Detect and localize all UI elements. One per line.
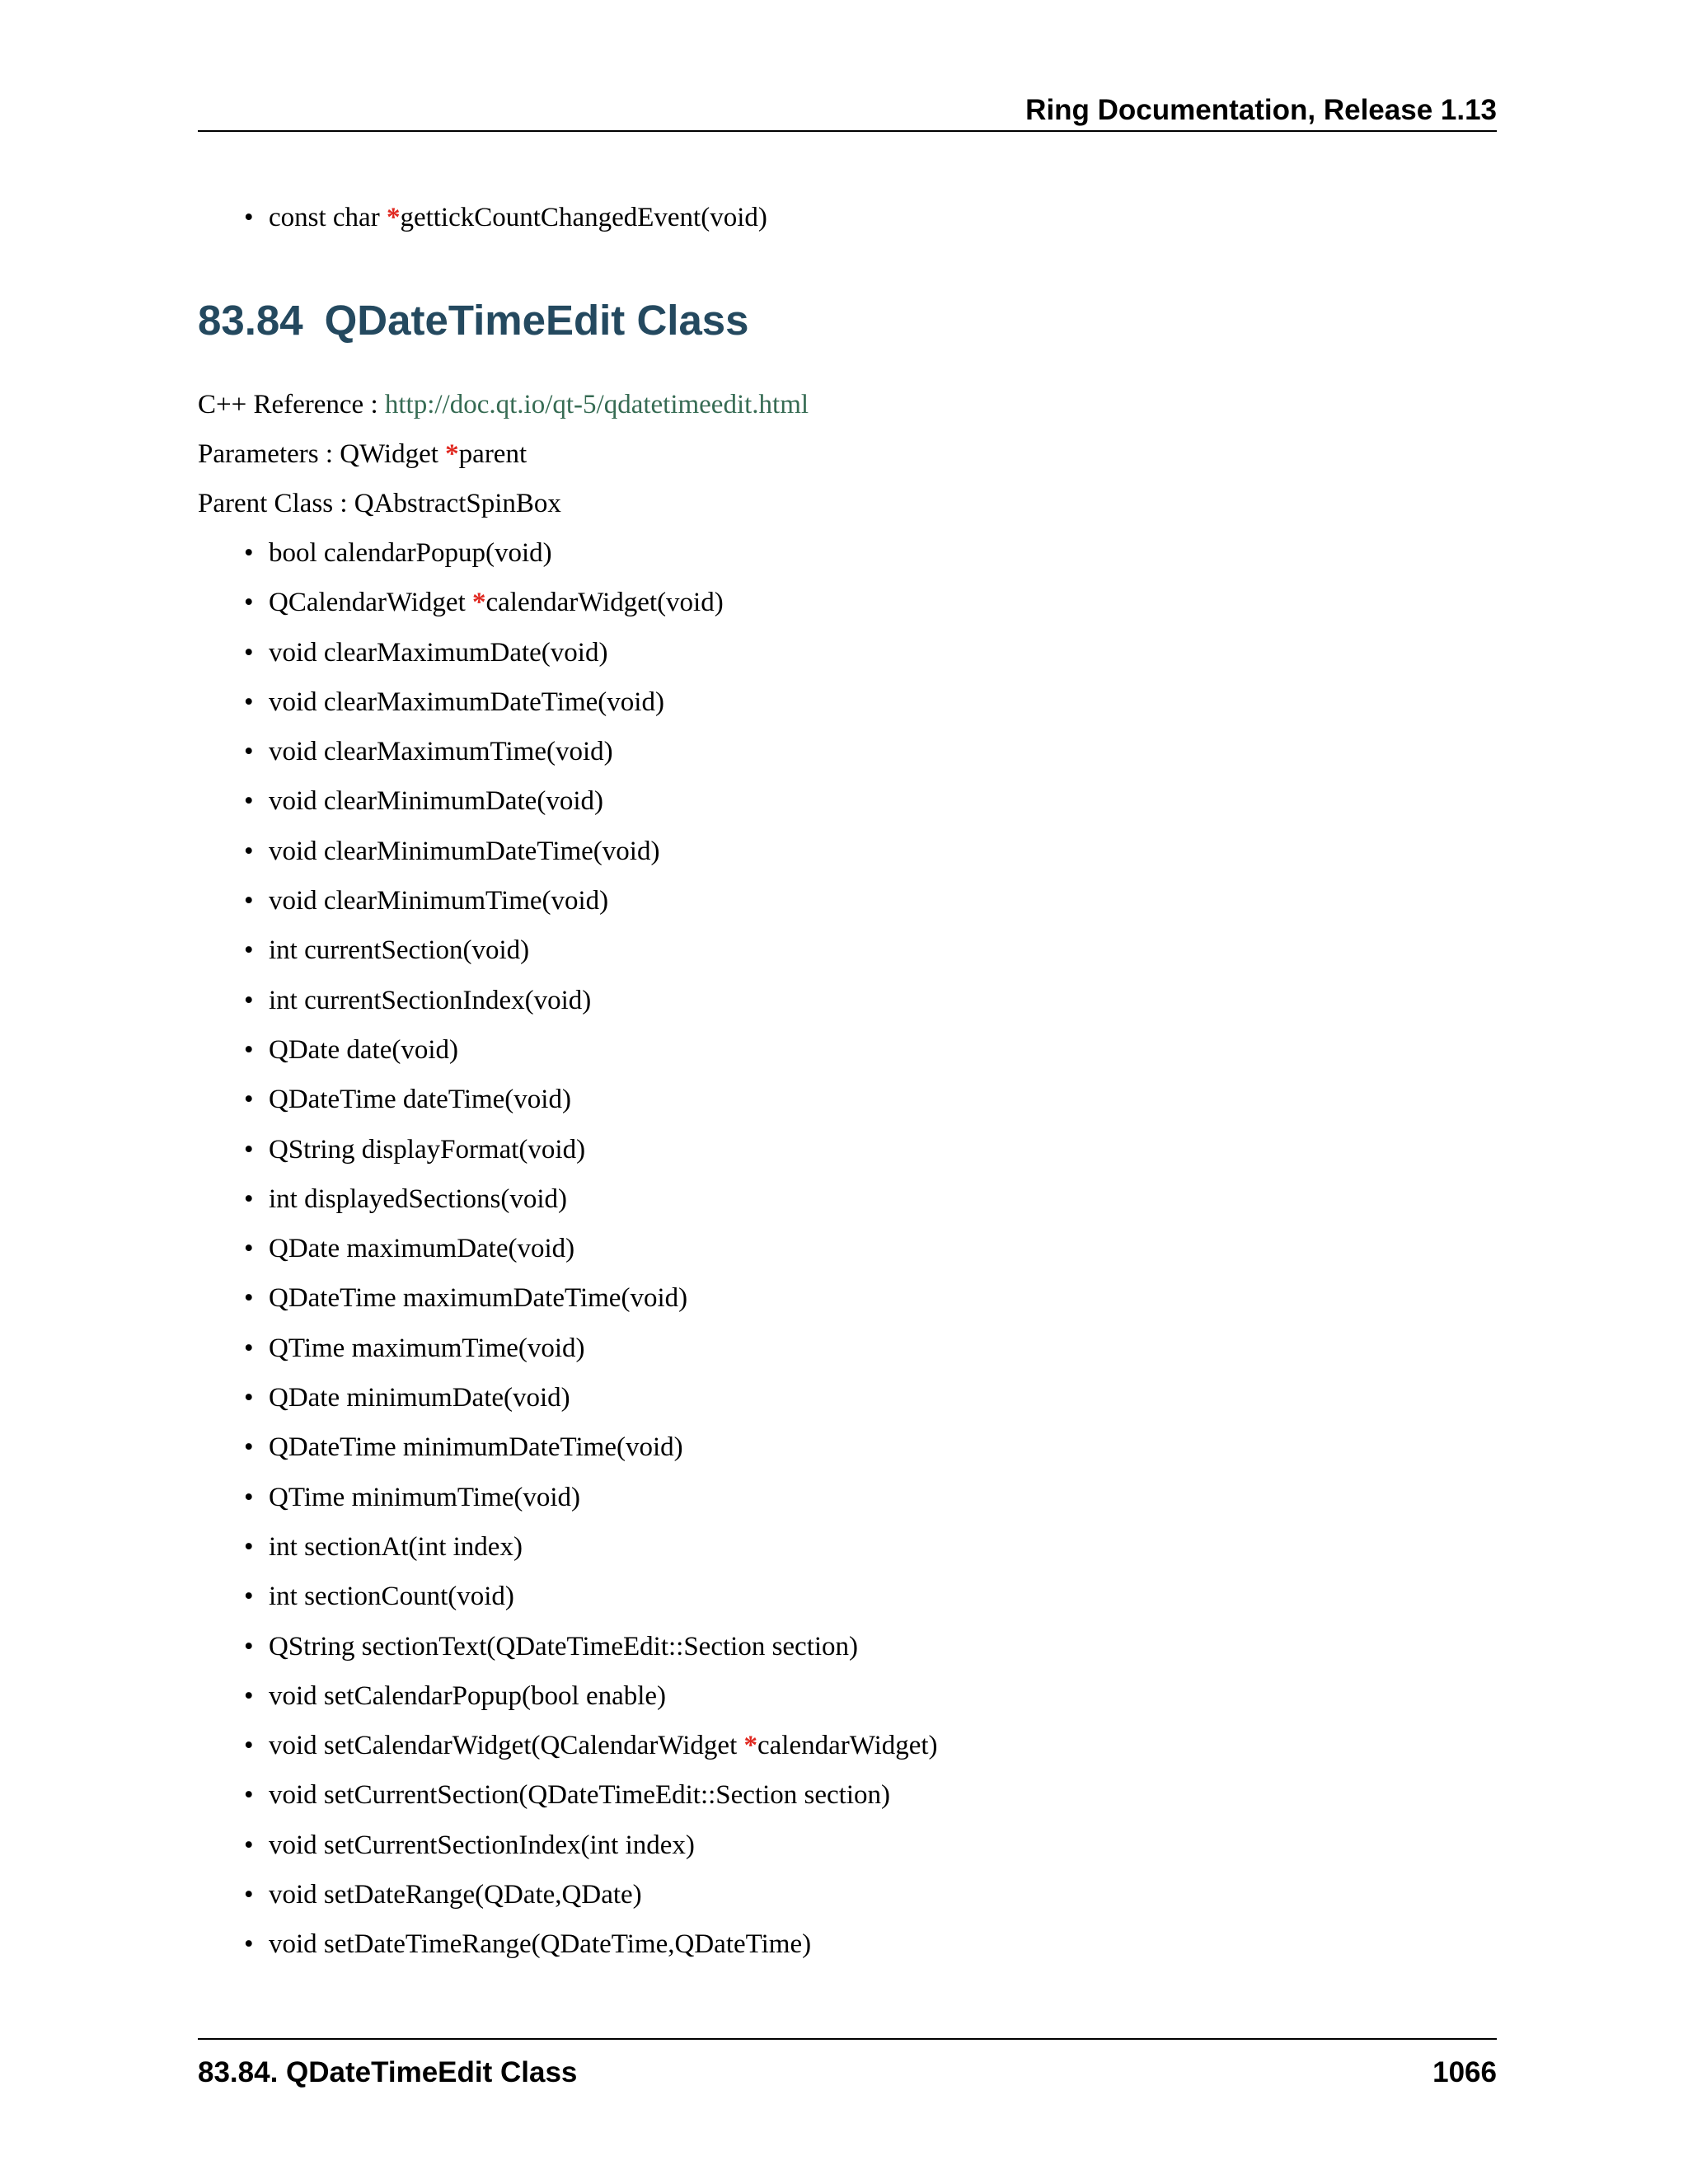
method-text-pre: QDate minimumDate(void) (269, 1383, 570, 1413)
method-text-pre: void clearMinimumTime(void) (269, 886, 609, 916)
method-text-pre: void clearMaximumTime(void) (269, 737, 613, 767)
bullet-icon: • (244, 1482, 254, 1512)
method-text-pre: QDateTime dateTime(void) (269, 1085, 571, 1115)
method-text-pre: void clearMinimumDateTime(void) (269, 836, 660, 866)
parameters-label: Parameters : QWidget (198, 439, 446, 469)
method-text-pre: QDateTime maximumDateTime(void) (269, 1283, 688, 1314)
cpp-reference-link[interactable]: http://doc.qt.io/qt-5/qdatetimeedit.html (384, 390, 809, 419)
method-text-pre: int displayedSections(void) (269, 1183, 568, 1214)
method-text-pre: QDate date(void) (269, 1034, 458, 1065)
bullet-icon: • (244, 1830, 254, 1860)
bullet-icon: • (244, 538, 254, 568)
bullet-icon: • (244, 1929, 254, 1960)
list-item (241, 1924, 938, 1974)
list-item (241, 198, 767, 247)
bullet-icon: • (244, 1731, 254, 1761)
bullet-icon: • (244, 985, 254, 1015)
pointer-star: * (743, 1731, 757, 1761)
page-header (198, 92, 1497, 132)
method-text-pre: void clearMinimumDate(void) (269, 786, 603, 817)
list-item (241, 633, 938, 682)
list-item (241, 1427, 938, 1477)
list-item (241, 1627, 938, 1676)
list-item (241, 781, 938, 831)
page-number: 1066 (1432, 2056, 1497, 2088)
method-text-pre: void setCalendarWidget(QCalendarWidget (269, 1731, 744, 1761)
pointer-star: * (445, 439, 459, 469)
list-item (241, 1726, 938, 1775)
previous-method-list (241, 198, 767, 247)
method-text-pre: QDateTime minimumDateTime(void) (269, 1432, 683, 1463)
bullet-icon: • (244, 1283, 254, 1314)
list-item (241, 1378, 938, 1427)
bullet-icon: • (244, 1680, 254, 1711)
bullet-icon: • (244, 1134, 254, 1165)
method-text-pre: void setDateRange(QDate,QDate) (269, 1880, 642, 1910)
list-item (241, 1080, 938, 1129)
list-item (241, 1527, 938, 1577)
page-footer (198, 2038, 1497, 2089)
method-list (241, 533, 938, 1975)
list-item (241, 1030, 938, 1080)
method-text-post: calendarWidget) (757, 1731, 938, 1761)
list-item (241, 1329, 938, 1378)
bullet-icon: • (244, 1432, 254, 1463)
list-item (241, 1775, 938, 1825)
bullet-icon: • (244, 786, 254, 817)
list-item (241, 1229, 938, 1278)
list-item (241, 1577, 938, 1626)
list-item (241, 832, 938, 881)
section-title: QDateTimeEdit Class (324, 297, 749, 344)
method-text-pre: int currentSection(void) (269, 935, 530, 966)
list-item (241, 1179, 938, 1229)
bullet-icon: • (244, 737, 254, 767)
method-text-pre: QTime maximumTime(void) (269, 1333, 585, 1363)
list-item (241, 881, 938, 930)
list-item (241, 1875, 938, 1924)
bullet-icon: • (244, 1780, 254, 1811)
method-text-pre: void setCurrentSectionIndex(int index) (269, 1830, 695, 1860)
list-item (241, 533, 938, 583)
bullet-icon: • (244, 1880, 254, 1910)
method-text-pre: void clearMaximumDate(void) (269, 637, 608, 668)
bullet-icon: • (244, 1531, 254, 1562)
bullet-icon: • (244, 886, 254, 916)
method-text-pre: int sectionAt(int index) (269, 1531, 523, 1562)
bullet-icon: • (244, 588, 254, 618)
parameters-line (198, 434, 527, 474)
method-text-pre: const char (269, 203, 387, 232)
footer-section-label: 83.84. QDateTimeEdit Class (198, 2056, 578, 2088)
method-text-pre: QDate maximumDate(void) (269, 1234, 575, 1264)
list-item (241, 1130, 938, 1179)
bullet-icon: • (244, 1234, 254, 1264)
method-text-post: gettickCountChangedEvent(void) (400, 203, 767, 232)
list-item (241, 1676, 938, 1726)
bullet-icon: • (244, 1333, 254, 1363)
list-item (241, 732, 938, 781)
method-text-pre: void setCalendarPopup(bool enable) (269, 1680, 667, 1711)
method-text-pre: QString sectionText(QDateTimeEdit::Section section) (269, 1631, 859, 1661)
list-item (241, 1478, 938, 1527)
list-item (241, 583, 938, 632)
cpp-reference-line (198, 385, 809, 424)
pointer-star: * (472, 588, 486, 618)
method-text-post: calendarWidget(void) (485, 588, 724, 618)
bullet-icon: • (244, 1582, 254, 1612)
bullet-icon: • (244, 637, 254, 668)
method-text-pre: int currentSectionIndex(void) (269, 985, 592, 1015)
bullet-icon: • (244, 1631, 254, 1661)
method-text-pre: bool calendarPopup(void) (269, 538, 552, 568)
pointer-star: * (386, 203, 401, 232)
list-item (241, 1825, 938, 1875)
method-text-pre: void clearMaximumDateTime(void) (269, 687, 664, 717)
bullet-icon: • (244, 935, 254, 966)
list-item (241, 930, 938, 980)
document-title: Ring Documentation, Release 1.13 (1025, 94, 1497, 126)
list-item (241, 682, 938, 732)
method-text-pre: void setDateTimeRange(QDateTime,QDateTime) (269, 1929, 812, 1960)
cpp-reference-label: C++ Reference : (198, 390, 385, 419)
section-heading (198, 292, 749, 349)
list-item (241, 1278, 938, 1328)
method-text-pre: void setCurrentSection(QDateTimeEdit::Section section) (269, 1780, 890, 1811)
parameters-value: parent (458, 439, 528, 469)
bullet-icon: • (244, 1183, 254, 1214)
bullet-icon: • (244, 1383, 254, 1413)
method-text-pre: QCalendarWidget (269, 588, 473, 618)
bullet-icon: • (244, 203, 254, 232)
method-text-pre: QString displayFormat(void) (269, 1134, 586, 1165)
method-text-pre: QTime minimumTime(void) (269, 1482, 581, 1512)
section-number: 83.84 (198, 297, 303, 344)
bullet-icon: • (244, 836, 254, 866)
bullet-icon: • (244, 1085, 254, 1115)
method-text-pre: int sectionCount(void) (269, 1582, 514, 1612)
bullet-icon: • (244, 687, 254, 717)
parent-class-line: Parent Class : QAbstractSpinBox (198, 489, 561, 518)
bullet-icon: • (244, 1034, 254, 1065)
list-item (241, 981, 938, 1030)
